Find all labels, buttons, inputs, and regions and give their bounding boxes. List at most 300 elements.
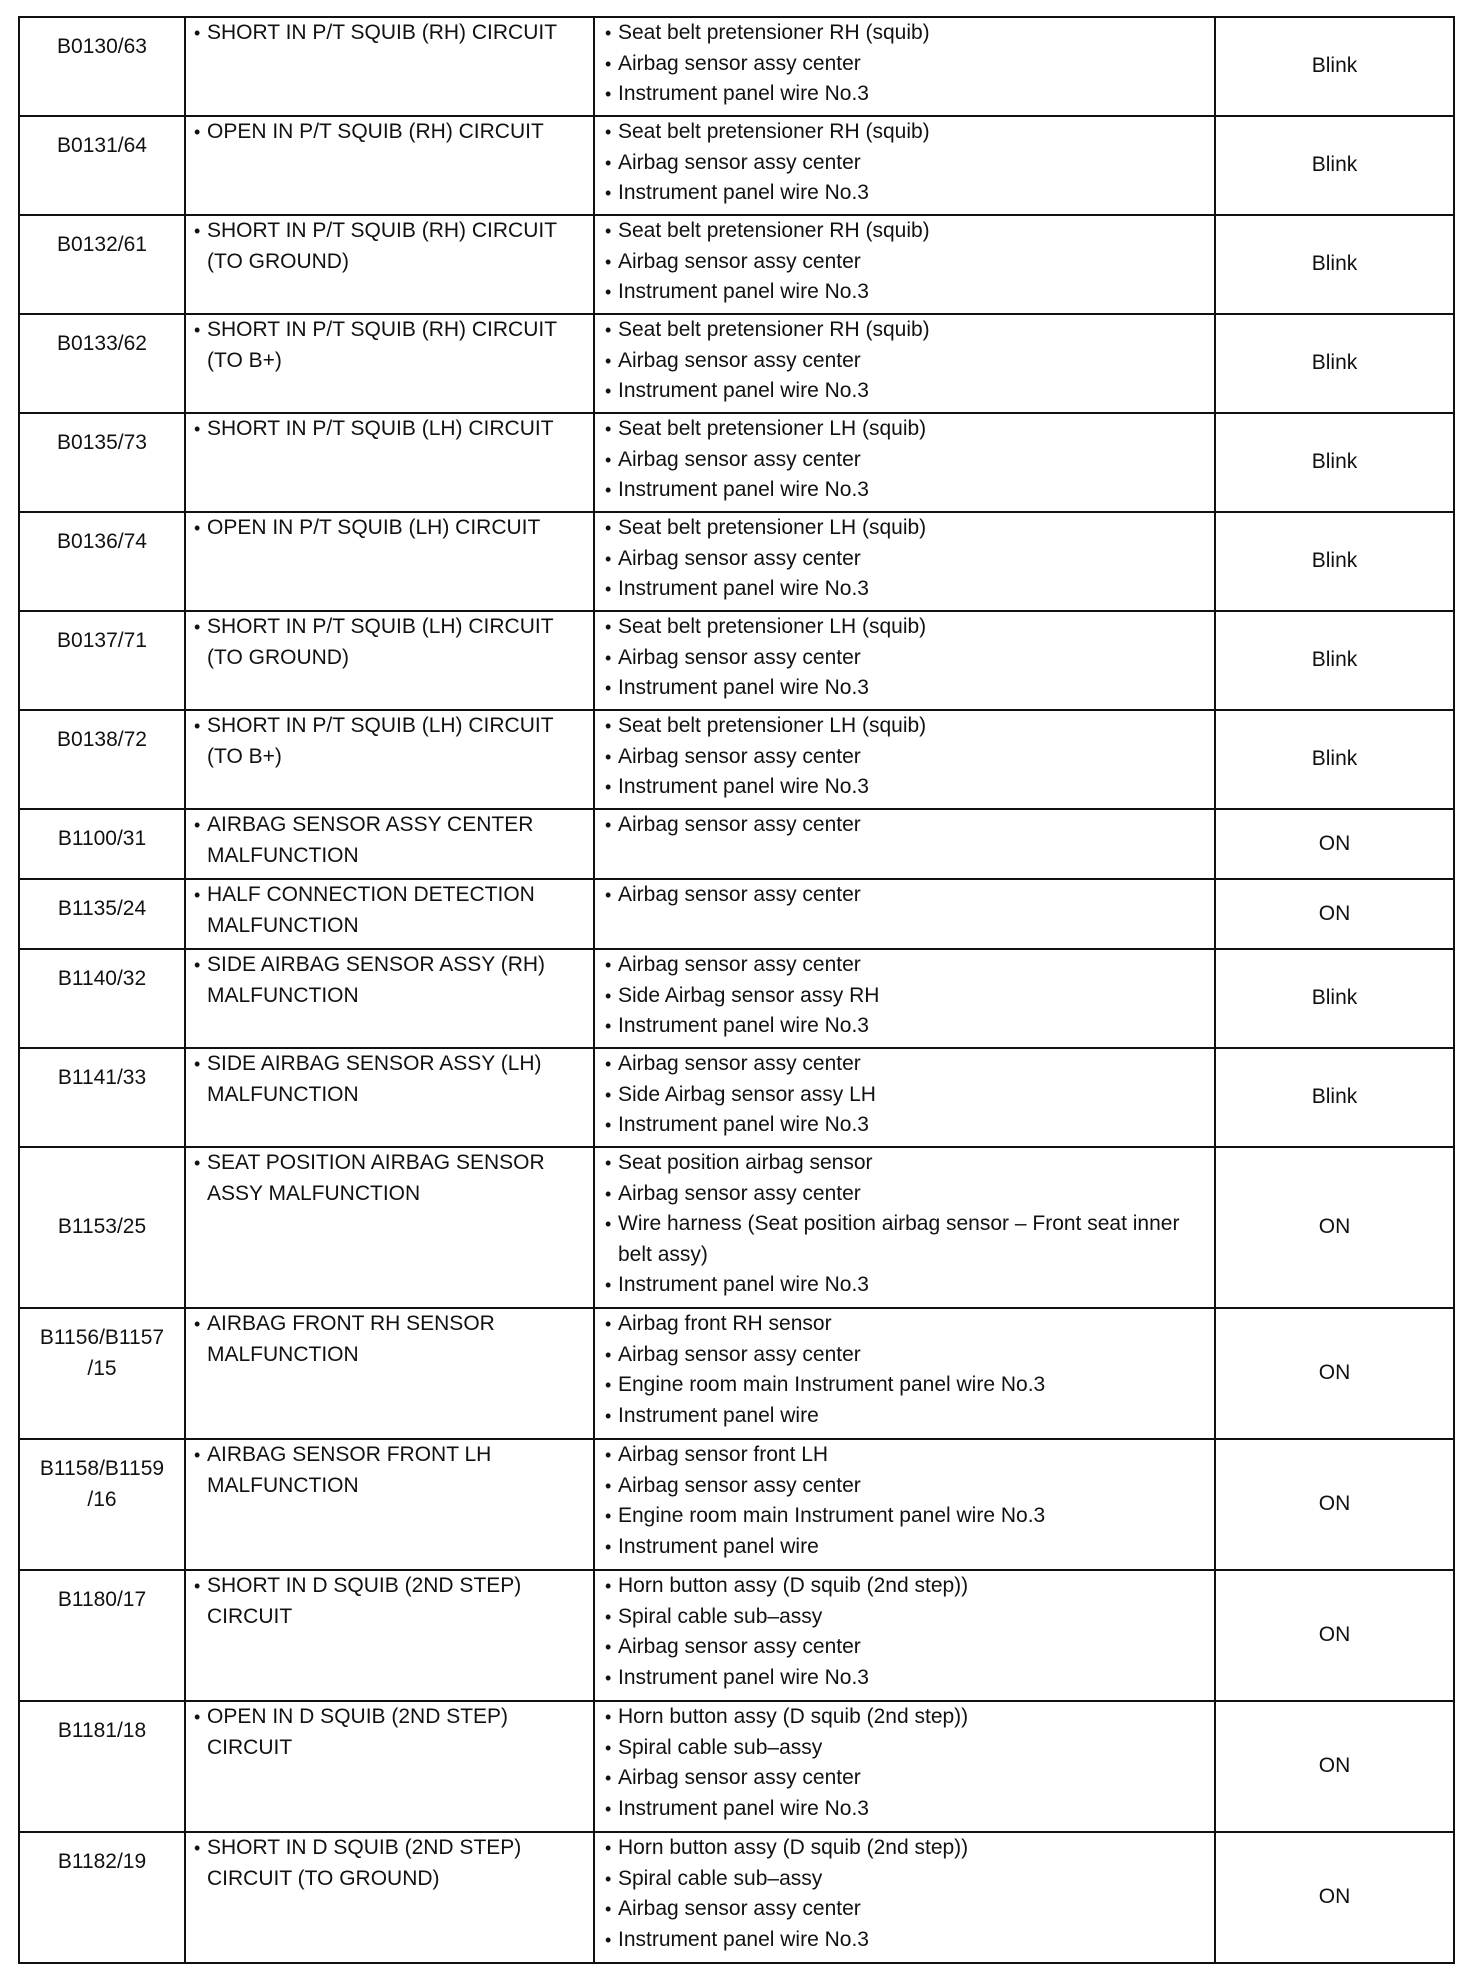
trouble-area-item — [595, 445, 1214, 476]
trouble-area-item — [595, 711, 1214, 742]
bullet-icon: • — [194, 1314, 201, 1334]
trouble-area-item — [595, 1602, 1214, 1633]
bullet-icon: • — [605, 1536, 612, 1557]
trouble-area-cell — [594, 215, 1215, 314]
detection-text: MALFUNCTION — [207, 843, 359, 867]
bullet-icon: • — [605, 518, 612, 538]
trouble-area-cell — [594, 413, 1215, 512]
trouble-area-text: Seat belt pretensioner LH (squib) — [618, 417, 927, 440]
dtc-code: B0138/72 — [57, 728, 147, 751]
detection-line — [186, 1571, 593, 1602]
bullet-icon: • — [605, 1506, 612, 1526]
trouble-area-item — [595, 1864, 1214, 1895]
trouble-area-item — [595, 216, 1214, 247]
detection-text: CIRCUIT (TO GROUND) — [207, 1866, 440, 1890]
dtc-code: B1153/25 — [57, 1215, 147, 1239]
trouble-area-text: Horn button assy (D squib (2nd step)) — [618, 1574, 969, 1597]
bullet-icon: • — [605, 777, 612, 797]
trouble-area-item — [595, 1049, 1214, 1080]
check-mode-cell: Blink — [1215, 116, 1454, 215]
detection-item-cell — [185, 1701, 594, 1832]
trouble-area-text: Airbag sensor assy center — [618, 953, 861, 976]
trouble-area-text: Instrument panel wire No.3 — [618, 280, 869, 303]
trouble-area-item — [595, 742, 1214, 773]
detection-text: OPEN IN P/T SQUIB (RH) CIRCUIT — [207, 120, 544, 143]
trouble-area-item — [595, 1894, 1214, 1925]
dtc-code-cell — [19, 949, 185, 1048]
trouble-area-text: Airbag sensor assy center — [618, 883, 861, 906]
detection-line — [186, 1733, 593, 1764]
trouble-area-item — [595, 1794, 1214, 1825]
check-mode-cell: Blink — [1215, 512, 1454, 611]
detection-item-cell — [185, 949, 594, 1048]
trouble-area-text: Spiral cable sub–assy — [618, 1866, 823, 1890]
trouble-area-item — [595, 574, 1214, 605]
trouble-area-item — [595, 1270, 1214, 1301]
trouble-area-cell — [594, 1570, 1215, 1701]
detection-item-cell — [185, 512, 594, 611]
trouble-area-cell — [594, 1048, 1215, 1147]
bullet-icon: • — [605, 1115, 612, 1135]
detection-text: SHORT IN P/T SQUIB (RH) CIRCUIT — [207, 318, 558, 341]
bullet-icon: • — [605, 381, 612, 401]
trouble-area-cell — [594, 17, 1215, 116]
detection-line — [186, 981, 593, 1012]
trouble-area-item — [595, 810, 1214, 841]
bullet-icon: • — [194, 1707, 201, 1727]
bullet-icon: • — [605, 1183, 612, 1204]
table-row — [19, 413, 1454, 512]
trouble-area-text: Instrument panel wire No.3 — [618, 1796, 869, 1820]
trouble-area-cell — [594, 512, 1215, 611]
trouble-area-item — [595, 950, 1214, 981]
bullet-icon: • — [605, 23, 612, 43]
bullet-icon: • — [605, 1929, 612, 1950]
trouble-area-text: Spiral cable sub–assy — [618, 1735, 823, 1759]
detection-item-cell — [185, 116, 594, 215]
table-row — [19, 1701, 1454, 1832]
bullet-icon — [194, 1080, 207, 1111]
bullet-icon — [194, 1179, 207, 1210]
detection-text: HALF CONNECTION DETECTION — [207, 883, 535, 906]
detection-line — [186, 1440, 593, 1471]
bullet-icon: • — [605, 1707, 612, 1727]
bullet-icon: • — [605, 1016, 612, 1036]
trouble-area-text: Horn button assy (D squib (2nd step)) — [618, 1836, 969, 1859]
trouble-area-item — [595, 1080, 1214, 1111]
dtc-code — [20, 1323, 184, 1384]
check-mode-cell: ON — [1215, 879, 1454, 949]
detection-line — [186, 643, 593, 674]
bullet-icon: • — [605, 1899, 612, 1919]
dtc-code: B0137/71 — [57, 629, 147, 652]
trouble-area-item — [595, 117, 1214, 148]
trouble-area-text: Airbag front RH sensor — [618, 1312, 832, 1335]
detection-text: SHORT IN P/T SQUIB (LH) CIRCUIT — [207, 714, 554, 737]
bullet-icon: • — [605, 1275, 612, 1295]
bullet-icon: • — [605, 1475, 612, 1496]
trouble-area-item — [595, 1401, 1214, 1432]
table-row — [19, 809, 1454, 879]
table-row — [19, 1048, 1454, 1147]
bullet-icon — [194, 1602, 207, 1633]
trouble-area-item — [595, 1148, 1214, 1179]
check-mode-cell: ON — [1215, 1308, 1454, 1439]
trouble-area-text: Seat belt pretensioner RH (squib) — [618, 318, 930, 341]
trouble-area-item — [595, 49, 1214, 80]
trouble-area-text: Airbag sensor assy center — [618, 813, 861, 836]
trouble-area-item — [595, 1571, 1214, 1602]
bullet-icon: • — [605, 1868, 612, 1889]
bullet-icon: • — [605, 1768, 612, 1788]
detection-text: CIRCUIT — [207, 1604, 293, 1628]
bullet-icon: • — [605, 53, 612, 74]
table-row — [19, 215, 1454, 314]
dtc-code-cell — [19, 809, 185, 879]
trouble-area-item — [595, 1925, 1214, 1956]
detection-line — [186, 315, 593, 346]
detection-item-cell — [185, 17, 594, 116]
bullet-icon: • — [194, 23, 201, 43]
detection-item-cell — [185, 413, 594, 512]
check-mode-cell: Blink — [1215, 413, 1454, 512]
bullet-icon: • — [194, 815, 201, 835]
dtc-code-line: /16 — [87, 1487, 117, 1511]
bullet-icon: • — [194, 1153, 201, 1173]
trouble-area-cell — [594, 116, 1215, 215]
bullet-icon — [194, 1471, 207, 1502]
dtc-code-cell — [19, 710, 185, 809]
trouble-area-item — [595, 673, 1214, 704]
table-row — [19, 512, 1454, 611]
bullet-icon: • — [605, 1405, 612, 1426]
trouble-area-text: Airbag sensor assy center — [618, 546, 861, 570]
trouble-area-item — [595, 513, 1214, 544]
trouble-area-item — [595, 178, 1214, 209]
dtc-code: B1181/18 — [57, 1719, 147, 1742]
detection-item-cell — [185, 1832, 594, 1963]
detection-line — [186, 612, 593, 643]
trouble-area-text: Instrument panel wire No.3 — [618, 1014, 869, 1037]
bullet-icon: • — [605, 1737, 612, 1758]
detection-item-cell — [185, 314, 594, 413]
detection-text: (TO B+) — [207, 348, 282, 372]
trouble-area-cell — [594, 1701, 1215, 1832]
check-mode-cell: Blink — [1215, 17, 1454, 116]
bullet-icon: • — [605, 678, 612, 698]
dtc-code: B1140/32 — [57, 967, 147, 990]
detection-line — [186, 18, 593, 49]
check-mode-cell: ON — [1215, 1147, 1454, 1308]
check-mode-cell: Blink — [1215, 949, 1454, 1048]
bullet-icon: • — [605, 152, 612, 173]
trouble-area-text: Instrument panel wire No.3 — [618, 82, 869, 105]
trouble-area-cell — [594, 879, 1215, 949]
dtc-table — [18, 16, 1455, 1964]
trouble-area-text: Engine room main Instrument panel wire No.3 — [618, 1504, 1046, 1527]
trouble-area-cell — [594, 809, 1215, 879]
table-row — [19, 116, 1454, 215]
detection-text: SIDE AIRBAG SENSOR ASSY (LH) — [207, 1052, 542, 1075]
dtc-code-line: /15 — [87, 1356, 117, 1380]
trouble-area-item — [595, 79, 1214, 110]
trouble-area-text: Instrument panel wire No.3 — [618, 1273, 869, 1296]
bullet-icon: • — [605, 746, 612, 767]
detection-text: MALFUNCTION — [207, 983, 359, 1007]
trouble-area-text: Instrument panel wire No.3 — [618, 181, 869, 204]
dtc-code-cell — [19, 1048, 185, 1147]
dtc-code-cell — [19, 215, 185, 314]
detection-line — [186, 880, 593, 911]
bullet-icon: • — [605, 251, 612, 272]
trouble-area-text: Airbag sensor assy center — [618, 1635, 861, 1658]
bullet-icon: • — [194, 1054, 201, 1074]
bullet-icon: • — [605, 579, 612, 599]
bullet-icon: • — [605, 1054, 612, 1074]
trouble-area-text: Airbag sensor assy center — [618, 51, 861, 75]
trouble-area-item — [595, 1440, 1214, 1471]
trouble-area-item — [595, 475, 1214, 506]
trouble-area-item — [595, 1763, 1214, 1794]
trouble-area-text: Seat belt pretensioner LH (squib) — [618, 516, 927, 539]
trouble-area-item — [595, 1340, 1214, 1371]
trouble-area-item — [595, 1663, 1214, 1694]
bullet-icon: • — [605, 617, 612, 637]
detection-line — [186, 911, 593, 942]
bullet-icon: • — [605, 1314, 612, 1334]
trouble-area-item — [595, 18, 1214, 49]
trouble-area-text: Airbag sensor assy center — [618, 150, 861, 174]
trouble-area-text: Side Airbag sensor assy LH — [618, 1082, 876, 1106]
detection-text: (TO GROUND) — [207, 249, 349, 273]
dtc-code-line: B1158/B1159 — [39, 1457, 165, 1480]
bullet-icon: • — [605, 1445, 612, 1465]
bullet-icon: • — [605, 183, 612, 203]
table-row — [19, 1832, 1454, 1963]
detection-text: (TO GROUND) — [207, 645, 349, 669]
bullet-icon: • — [605, 1798, 612, 1819]
trouble-area-item — [595, 544, 1214, 575]
dtc-table-body — [19, 17, 1454, 1963]
detection-item-cell — [185, 879, 594, 949]
bullet-icon: • — [605, 1667, 612, 1688]
bullet-icon: • — [605, 1375, 612, 1395]
detection-line — [186, 1702, 593, 1733]
bullet-icon — [194, 841, 207, 872]
detection-line — [186, 742, 593, 773]
dtc-code: B0132/61 — [57, 233, 147, 256]
dtc-code — [20, 1454, 184, 1515]
table-row — [19, 710, 1454, 809]
trouble-area-item — [595, 772, 1214, 803]
dtc-code: B0135/73 — [57, 431, 147, 454]
check-mode-cell: Blink — [1215, 314, 1454, 413]
trouble-area-text: Instrument panel wire No.3 — [618, 1113, 869, 1136]
detection-text: AIRBAG FRONT RH SENSOR — [207, 1312, 495, 1335]
check-mode-cell: ON — [1215, 1570, 1454, 1701]
detection-text: MALFUNCTION — [207, 1342, 359, 1366]
check-mode-cell: Blink — [1215, 611, 1454, 710]
detection-item-cell — [185, 1439, 594, 1570]
trouble-area-cell — [594, 611, 1215, 710]
trouble-area-text: Seat belt pretensioner RH (squib) — [618, 120, 930, 143]
detection-text: AIRBAG SENSOR FRONT LH — [207, 1443, 492, 1466]
bullet-icon: • — [194, 955, 201, 975]
bullet-icon: • — [194, 122, 201, 142]
detection-text: ASSY MALFUNCTION — [207, 1181, 421, 1205]
trouble-area-text: Instrument panel wire No.3 — [618, 775, 869, 798]
bullet-icon — [194, 247, 207, 278]
bullet-icon: • — [605, 122, 612, 142]
trouble-area-text: Instrument panel wire — [618, 1534, 819, 1558]
trouble-area-text: Seat belt pretensioner RH (squib) — [618, 21, 930, 44]
trouble-area-item — [595, 1632, 1214, 1663]
trouble-area-text: Wire harness (Seat position airbag sensor – Front seat inner — [618, 1212, 1180, 1235]
dtc-code-cell — [19, 1147, 185, 1308]
trouble-area-item — [595, 1532, 1214, 1563]
bullet-icon: • — [605, 1838, 612, 1858]
bullet-icon: • — [605, 449, 612, 470]
detection-line — [186, 810, 593, 841]
bullet-icon: • — [605, 480, 612, 500]
trouble-area-cell — [594, 1832, 1215, 1963]
detection-line — [186, 1148, 593, 1179]
trouble-area-text: Seat belt pretensioner LH (squib) — [618, 615, 927, 638]
trouble-area-item — [595, 414, 1214, 445]
detection-text: OPEN IN P/T SQUIB (LH) CIRCUIT — [207, 516, 541, 539]
bullet-icon: • — [194, 518, 201, 538]
table-row — [19, 611, 1454, 710]
detection-line — [186, 1179, 593, 1210]
trouble-area-item — [595, 148, 1214, 179]
detection-text: SHORT IN P/T SQUIB (RH) CIRCUIT — [207, 21, 558, 44]
bullet-icon: • — [194, 320, 201, 340]
dtc-code: B1135/24 — [57, 897, 147, 920]
bullet-icon: • — [605, 1606, 612, 1627]
trouble-area-item — [595, 1110, 1214, 1141]
detection-text: (TO B+) — [207, 744, 282, 768]
check-mode-cell: ON — [1215, 809, 1454, 879]
trouble-area-text: Airbag sensor assy center — [618, 645, 861, 669]
trouble-area-text: Seat belt pretensioner RH (squib) — [618, 219, 930, 242]
dtc-code-cell — [19, 17, 185, 116]
bullet-icon: • — [605, 84, 612, 104]
trouble-area-item — [595, 376, 1214, 407]
trouble-area-cell — [594, 1439, 1215, 1570]
trouble-area-item — [595, 1370, 1214, 1401]
trouble-area-item — [595, 1179, 1214, 1210]
table-row — [19, 949, 1454, 1048]
bullet-icon: • — [194, 221, 201, 241]
dtc-code-cell — [19, 1439, 185, 1570]
bullet-icon — [605, 1240, 618, 1271]
check-mode-cell: Blink — [1215, 215, 1454, 314]
trouble-area-text: belt assy) — [618, 1242, 708, 1266]
trouble-area-text: Airbag sensor assy center — [618, 447, 861, 471]
detection-line — [186, 414, 593, 445]
trouble-area-text: Instrument panel wire No.3 — [618, 676, 869, 699]
check-mode-cell: ON — [1215, 1701, 1454, 1832]
dtc-code: B0133/62 — [57, 332, 147, 355]
trouble-area-text: Airbag sensor assy center — [618, 249, 861, 273]
trouble-area-text: Airbag sensor assy center — [618, 1342, 861, 1366]
trouble-area-item — [595, 346, 1214, 377]
detection-line — [186, 346, 593, 377]
dtc-code-cell — [19, 879, 185, 949]
detection-item-cell — [185, 215, 594, 314]
trouble-area-text: Side Airbag sensor assy RH — [618, 983, 880, 1007]
bullet-icon: • — [194, 617, 201, 637]
trouble-area-item — [595, 1209, 1214, 1240]
trouble-area-text: Seat position airbag sensor — [618, 1151, 873, 1174]
detection-text: SIDE AIRBAG SENSOR ASSY (RH) — [207, 953, 546, 976]
dtc-code-cell — [19, 1308, 185, 1439]
dtc-code: B0130/63 — [57, 35, 147, 58]
bullet-icon — [194, 1340, 207, 1371]
detection-item-cell — [185, 611, 594, 710]
detection-line — [186, 513, 593, 544]
trouble-area-text: Seat belt pretensioner LH (squib) — [618, 714, 927, 737]
bullet-icon: • — [605, 815, 612, 835]
trouble-area-item — [595, 1733, 1214, 1764]
bullet-icon: • — [605, 221, 612, 241]
trouble-area-text: Airbag sensor assy center — [618, 1052, 861, 1075]
detection-text: CIRCUIT — [207, 1735, 293, 1759]
bullet-icon — [194, 1864, 207, 1895]
detection-text: MALFUNCTION — [207, 1082, 359, 1106]
dtc-code-cell — [19, 1832, 185, 1963]
trouble-area-item — [595, 315, 1214, 346]
bullet-icon: • — [194, 1445, 201, 1465]
trouble-area-cell — [594, 1308, 1215, 1439]
bullet-icon: • — [605, 1576, 612, 1596]
trouble-area-item — [595, 1309, 1214, 1340]
trouble-area-item — [595, 880, 1214, 911]
detection-line — [186, 1340, 593, 1371]
trouble-area-item — [595, 277, 1214, 308]
detection-line — [186, 1864, 593, 1895]
dtc-code: B1182/19 — [57, 1850, 147, 1873]
bullet-icon — [194, 911, 207, 942]
detection-line — [186, 1471, 593, 1502]
bullet-icon: • — [605, 647, 612, 668]
table-row — [19, 1439, 1454, 1570]
trouble-area-cell — [594, 949, 1215, 1048]
detection-item-cell — [185, 1308, 594, 1439]
bullet-icon: • — [605, 320, 612, 340]
trouble-area-item — [595, 1240, 1214, 1271]
trouble-area-item — [595, 1833, 1214, 1864]
dtc-code: B0131/64 — [57, 134, 147, 157]
table-row — [19, 314, 1454, 413]
detection-text: SHORT IN P/T SQUIB (RH) CIRCUIT — [207, 219, 558, 242]
trouble-area-text: Engine room main Instrument panel wire No.3 — [618, 1373, 1046, 1396]
trouble-area-text: Airbag sensor assy center — [618, 1473, 861, 1497]
trouble-area-cell — [594, 314, 1215, 413]
detection-text: AIRBAG SENSOR ASSY CENTER — [207, 813, 534, 836]
check-mode-cell: Blink — [1215, 710, 1454, 809]
dtc-code-cell — [19, 512, 185, 611]
bullet-icon: • — [605, 955, 612, 975]
bullet-icon: • — [605, 350, 612, 371]
bullet-icon: • — [605, 1637, 612, 1657]
trouble-area-item — [595, 1011, 1214, 1042]
check-mode-cell: ON — [1215, 1832, 1454, 1963]
trouble-area-item — [595, 643, 1214, 674]
trouble-area-text: Instrument panel wire No.3 — [618, 379, 869, 402]
dtc-code-cell — [19, 1701, 185, 1832]
dtc-code-line: B1156/B1157 — [39, 1326, 165, 1349]
